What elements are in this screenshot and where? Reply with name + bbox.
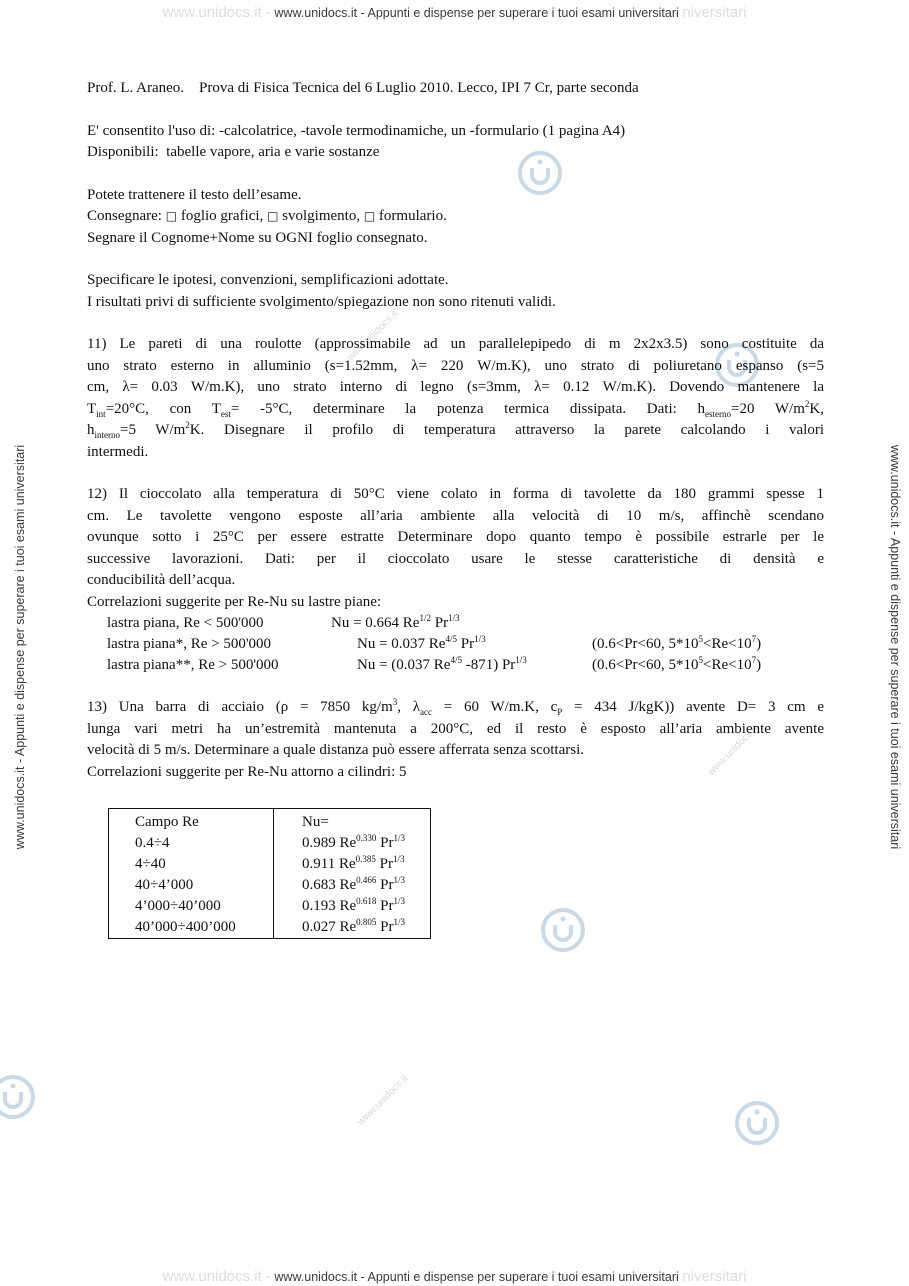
superscript: 3 [392, 697, 398, 707]
superscript: 1/3 [393, 896, 406, 906]
text: ) [756, 636, 762, 652]
ex12-line: successive lavorazioni. Dati: per il cioccolato usare le stesse caratteristiche di densità e [87, 550, 824, 567]
range-column [109, 809, 274, 939]
text: = -5°C, determinare la potenza termica dissipata. Dati: h [230, 400, 705, 417]
banner-text: www.unidocs.it - Appunti e dispense per superare i tuoi esami universitari [274, 6, 679, 20]
table-cell-range: 40’000÷400’000 [135, 919, 236, 935]
table-cell-nu [302, 854, 420, 875]
subscript: acc [420, 707, 433, 717]
superscript: 5 [698, 655, 704, 665]
ex13-correlations-title: Correlazioni suggerite per Re-Nu attorno a cilindri: 5 [87, 763, 407, 780]
text: Nu = (0.037 Re [357, 657, 451, 673]
watermark-logo-icon [0, 1072, 38, 1122]
text: Pr [376, 877, 394, 893]
table-cell-range: 0.4÷4 [135, 835, 170, 851]
cylinder-correlation-table [108, 808, 431, 939]
superscript: 1/3 [515, 655, 527, 665]
text: ) [756, 657, 762, 673]
banner-text: www.unidocs.it - Appunti e dispense per superare i tuoi esami universitari [274, 1270, 679, 1284]
right-side-banner: www.unidocs.it - Appunti e dispense per superare i tuoi esami universitari [888, 444, 902, 850]
text: (0.6<Pr<60, 5*10 [592, 657, 699, 673]
text: Nu = 0.664 Re [331, 615, 420, 631]
superscript: 7 [751, 655, 757, 665]
left-side-banner: www.unidocs.it - Appunti e dispense per superare i tuoi esami universitari [13, 444, 27, 850]
superscript: 1/3 [448, 613, 460, 623]
formula-range [592, 655, 761, 677]
ex12-line: ovunque sotto i 25°C per essere estratte Determinare dopo quanto tempo è possibile estrarle per le [87, 529, 824, 545]
formula-row [87, 613, 824, 634]
text: 0.989 Re [302, 835, 357, 851]
table-cell-nu [302, 833, 420, 854]
superscript: 1/3 [393, 917, 406, 927]
table-row [109, 809, 431, 939]
text: Pr [376, 835, 394, 851]
superscript: 0.385 [355, 854, 376, 864]
table-cell-range: 40÷4’000 [135, 877, 194, 893]
ex13-line [87, 697, 824, 719]
deliver-item: foglio grafici, [180, 208, 268, 224]
formula-label: lastra piana*, Re > 500'000 [107, 636, 272, 652]
formula-row [87, 634, 824, 655]
deliver-item: svolgimento, [282, 208, 364, 224]
text: <Re<10 [703, 657, 752, 673]
table-cell-nu [302, 917, 420, 938]
banner-ghost-left: www.unidocs.it - [162, 4, 271, 21]
text: =5 W/m [120, 422, 186, 438]
text: 0.683 Re [302, 877, 357, 893]
exercise-11 [87, 334, 824, 463]
banner-ghost-right: niversitari [682, 4, 747, 21]
ex11-line: uno strato esterno in alluminio (s=1.52mm, λ= 220 W/m.K), uno strato di poliuretano espanso (s=5 [87, 357, 824, 374]
text: =20 W/m [731, 400, 805, 417]
name-instruction: Segnare il Cognome+Nome su OGNI foglio consegnato. [87, 229, 428, 246]
subscript: int [96, 408, 106, 419]
watermark-logo-icon [732, 1098, 782, 1148]
watermark-text: www.unidocs.it [345, 308, 401, 363]
superscript: 0.618 [356, 896, 377, 906]
nu-column [274, 809, 431, 939]
checkbox-icon: □ [363, 209, 376, 223]
ex11-line [87, 420, 824, 442]
checkbox-icon: □ [165, 209, 178, 223]
text: Nu = 0.037 Re [357, 636, 446, 652]
keep-text-note: Potete trattenere il testo dell’esame. [87, 186, 302, 203]
superscript: 5 [698, 634, 704, 644]
ex13-line: lunga vari metri ha un’estremità mantenuta a 200°C, ed il resto è esposto all’aria ambiente avente [87, 720, 824, 737]
text: Pr [430, 615, 449, 631]
text: Pr [376, 919, 394, 935]
formula-label: lastra piana, Re < 500'000 [107, 615, 264, 631]
available-tables: Disponibili: tabelle vapore, aria e varie sostanze [87, 144, 380, 160]
validity-instruction: I risultati privi di sufficiente svolgimento/spiegazione non sono ritenuti validi. [87, 293, 556, 310]
deliver-list [87, 206, 824, 228]
formula-label: lastra piana**, Re > 500'000 [107, 657, 279, 673]
formula-row [87, 655, 824, 676]
text: T [87, 400, 97, 417]
exercise-13 [87, 697, 824, 783]
banner-ghost-right: niversitari [682, 1268, 747, 1285]
ex11-line: intermedi. [87, 443, 149, 460]
superscript: 0.330 [356, 833, 377, 843]
text: K. Disegnare il profilo di temperatura attraverso la parete calcolando i valori [189, 422, 824, 438]
text: Pr [376, 898, 394, 914]
deliver-prefix: Consegnare: [87, 208, 166, 224]
text: = 60 W/m.K, c [432, 699, 558, 715]
checkbox-icon: □ [267, 209, 279, 223]
text: -871) Pr [461, 657, 516, 673]
superscript: 1/3 [392, 854, 405, 864]
ex12-line: 12) Il cioccolato alla temperatura di 50°C viene colato in forma di tavolette da 180 grammi spesse 1 [87, 486, 824, 502]
text: = 434 J/kgK)) avente D= 3 cm e [562, 699, 825, 715]
exam-header: Prof. L. Araneo. Prova di Fisica Tecnica del 6 Luglio 2010. Lecco, IPI 7 Cr, parte seconda [87, 80, 639, 96]
text: , λ [397, 699, 421, 715]
superscript: 1/3 [474, 634, 486, 644]
text: 13) Una barra di acciaio (ρ = 7850 kg/m [87, 699, 393, 715]
table-header-left: Campo Re [135, 814, 199, 830]
subscript: est [220, 408, 231, 419]
text: 0.027 Re [302, 919, 357, 935]
text: Pr [375, 856, 393, 872]
watermark-text: www.unidocs.it [705, 723, 761, 778]
table-header-right: Nu= [302, 814, 329, 830]
superscript: 4/5 [450, 655, 462, 665]
ex12-correlations-title: Correlazioni suggerite per Re-Nu su lastre piane: [87, 593, 382, 610]
text: Pr [456, 636, 475, 652]
text: =20°C, con T [105, 400, 221, 417]
text: <Re<10 [703, 636, 752, 652]
top-banner [0, 4, 909, 21]
exam-document [87, 78, 824, 783]
superscript: 2 [804, 398, 810, 409]
formula-eq [357, 634, 486, 656]
superscript: 1/3 [393, 833, 406, 843]
bottom-banner [0, 1268, 909, 1285]
ex11-line [87, 399, 824, 421]
ex11-line: 11) Le pareti di una roulotte (approssimabile ad un parallelepipedo di m 2x2x3.5) sono costituite da [87, 336, 824, 352]
formula-eq [331, 613, 460, 635]
text: 0.911 Re [302, 856, 356, 872]
subscript: esterno [705, 408, 731, 419]
superscript: 0.805 [356, 917, 377, 927]
text: (0.6<Pr<60, 5*10 [592, 636, 699, 652]
exercise-12 [87, 484, 824, 676]
table-cell-nu [302, 875, 420, 896]
superscript: 4/5 [445, 634, 457, 644]
allowed-materials: E' consentito l'uso di: -calcolatrice, -tavole termodinamiche, un -formulario (1 pagina A4) [87, 122, 626, 139]
ex12-line: cm. Le tavolette vengono esposte all’aria ambiente alla velocità di 10 m/s, affinchè scendano [87, 507, 824, 524]
deliver-item: formulario. [378, 208, 447, 224]
ex11-line: cm, λ= 0.03 W/m.K), uno strato interno di legno (s=3mm, λ= 0.12 W/m.K). Dovendo mantenere la [87, 379, 824, 395]
subscript: interno [94, 430, 120, 440]
text: h [87, 422, 95, 438]
ex13-line: velocità di 5 m/s. Determinare a quale distanza può essere afferrata senza scottarsi. [87, 742, 585, 758]
ex12-line: conducibilità dell’acqua. [87, 572, 236, 588]
watermark-logo-icon [538, 905, 588, 955]
formula-range [592, 634, 761, 656]
table-cell-range: 4÷40 [135, 856, 166, 872]
formula-eq [357, 655, 527, 677]
superscript: 1/3 [393, 875, 406, 885]
subscript: P [557, 707, 563, 717]
text: K, [809, 400, 824, 417]
watermark-text: www.unidocs.it [355, 1073, 411, 1128]
banner-ghost-left: www.unidocs.it - [162, 1268, 271, 1285]
table-cell-nu [302, 896, 420, 917]
table-cell-range: 4’000÷40’000 [135, 898, 221, 914]
text: 0.193 Re [302, 898, 357, 914]
superscript: 7 [751, 634, 757, 644]
hypotheses-instruction: Specificare le ipotesi, convenzioni, semplificazioni adottate. [87, 272, 449, 288]
superscript: 0.466 [356, 875, 377, 885]
superscript: 1/2 [419, 613, 431, 623]
superscript: 2 [185, 420, 190, 430]
